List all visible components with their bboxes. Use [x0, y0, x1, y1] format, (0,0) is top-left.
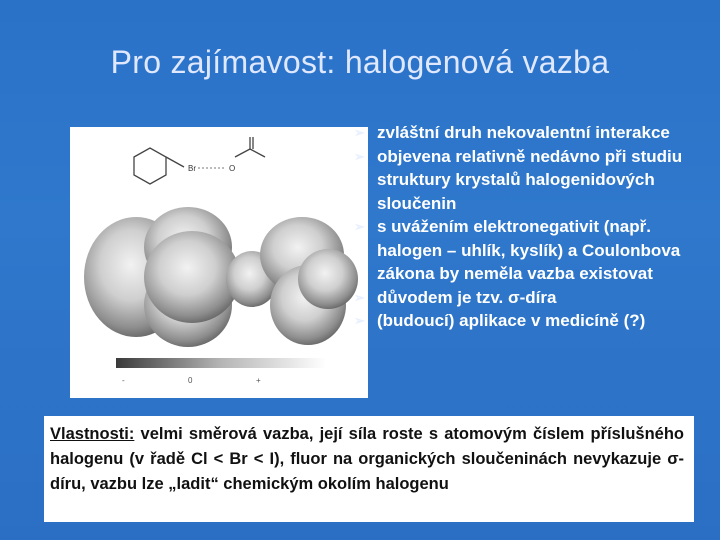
bullet-text: důvodem je tzv. σ-díra	[377, 287, 557, 307]
bullet-item	[354, 145, 714, 216]
scale-minus-label: -	[122, 376, 125, 385]
bullet-text: s uvážením elektronegativit (např. halogen – uhlík, kyslík) a Coulonbova zákona by neměla vazba existovat	[377, 217, 681, 283]
potential-scale-bar	[116, 358, 326, 368]
bullet-item	[354, 286, 714, 310]
bullet-item	[354, 215, 714, 286]
scale-plus-label: +	[256, 376, 261, 385]
bullet-text: objevena relativně nedávno při studiu struktury krystalů halogenidových sloučenin	[377, 146, 683, 213]
arrowhead-bullet-icon: ➢	[354, 289, 365, 305]
molecule-figure	[70, 127, 368, 398]
benzene-ring	[134, 148, 166, 184]
properties-text: velmi směrová vazba, její síla roste s atomovým číslem příslušného halogenu (v řadě Cl < Br < I), fluor na organických sloučeninách nevykazuje σ-díru, vazbu lze „ladit“ chemickým okolím halogenu	[50, 425, 685, 493]
arrowhead-bullet-icon: ➢	[354, 125, 365, 140]
properties-heading: Vlastnosti:	[50, 425, 135, 443]
bullet-item	[354, 309, 714, 333]
scale-zero-label: 0	[188, 376, 193, 385]
properties-box	[44, 416, 694, 522]
arrowhead-bullet-icon: ➢	[354, 148, 365, 164]
arrowhead-bullet-icon: ➢	[354, 219, 365, 234]
oxygen-label: O	[229, 164, 236, 173]
potential-surface	[84, 207, 358, 347]
bullet-text: zvláštní druh nekovalentní interakce	[377, 123, 670, 142]
electrostatic-potential-map	[70, 127, 368, 398]
arrowhead-bullet-icon: ➢	[354, 313, 365, 328]
structural-formula	[134, 137, 270, 184]
slide-title: Pro zajímavost: halogenová vazba	[110, 44, 610, 80]
bromine-label: Br	[188, 164, 196, 173]
bullet-list	[354, 121, 714, 333]
bullet-item	[354, 121, 714, 145]
bullet-text: (budoucí) aplikace v medicíně (?)	[377, 311, 646, 330]
